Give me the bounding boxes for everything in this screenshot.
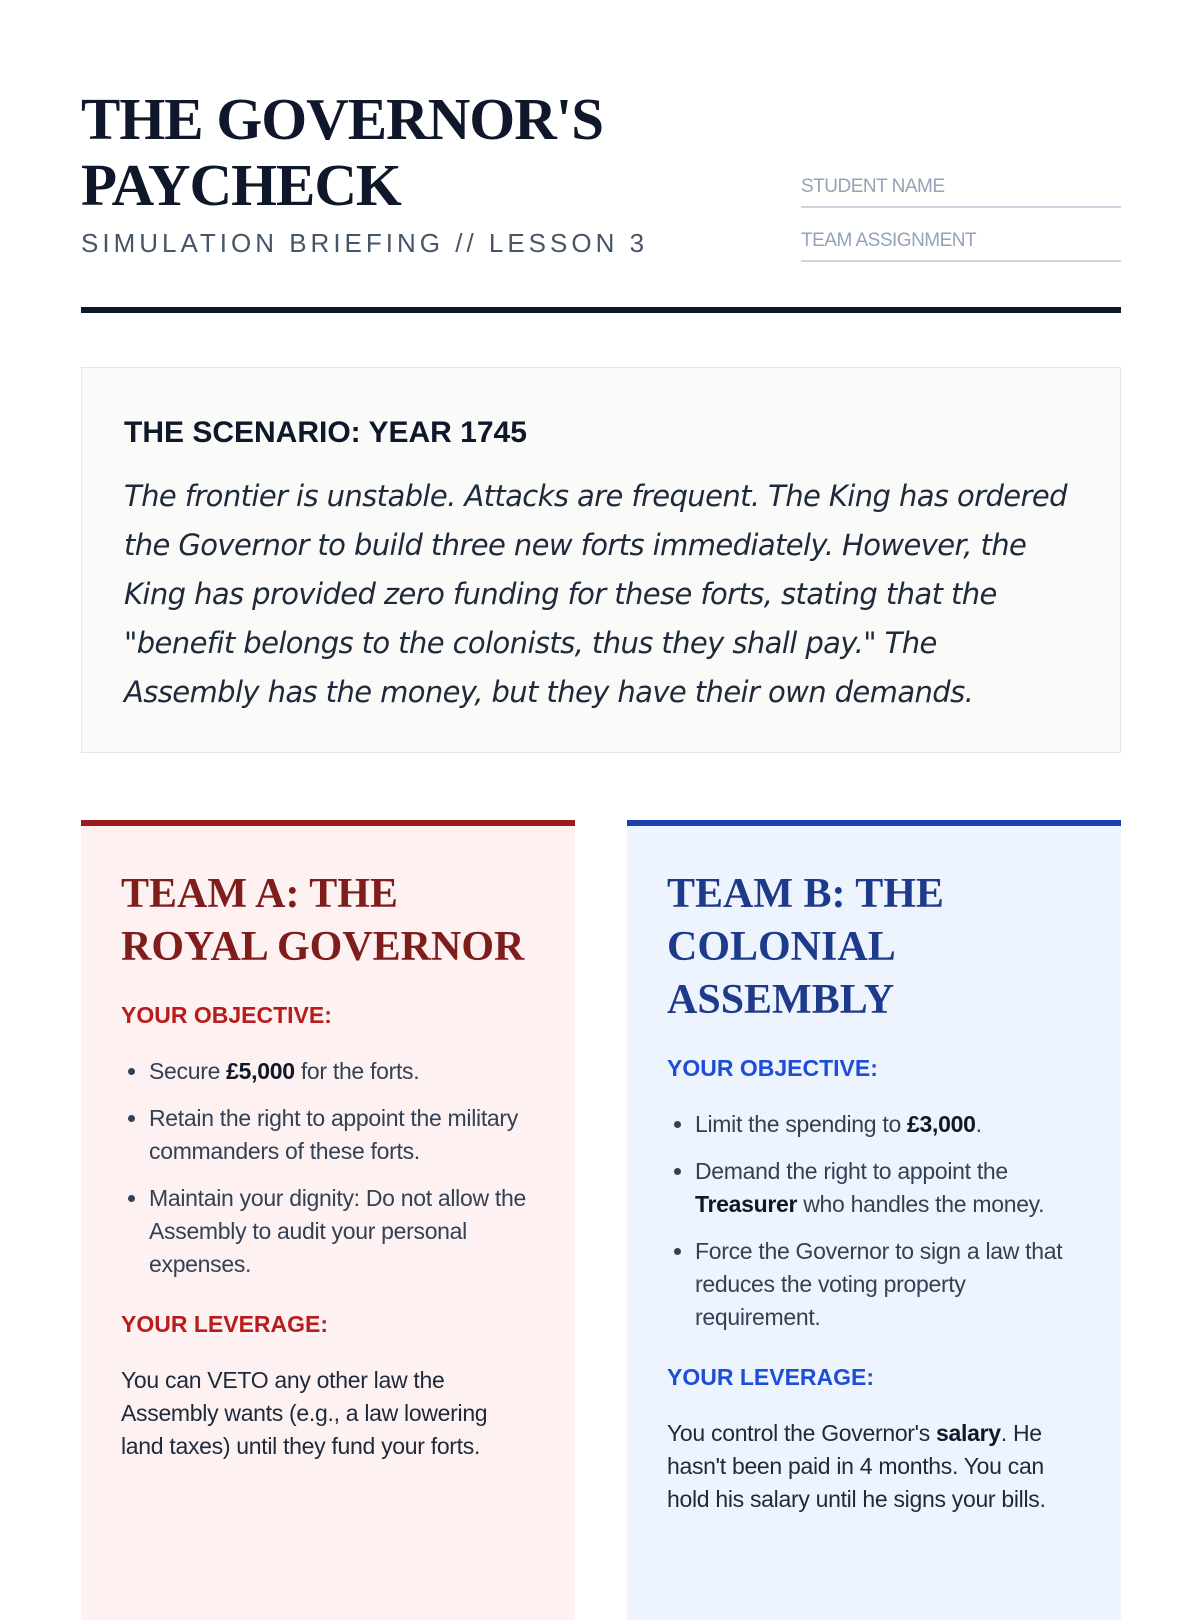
scenario-box xyxy=(81,367,1121,753)
team-b-card xyxy=(627,820,1121,1620)
scenario-title: THE SCENARIO: YEAR 1745 xyxy=(124,416,527,449)
briefing-page xyxy=(81,0,1121,1512)
list-item: • Limit the spending to £3,000. xyxy=(695,1108,1081,1141)
team-b-leverage-text: You control the Governor's salary. He hasn't been paid in 4 months. You can hold his salary until he signs your bills. xyxy=(667,1420,1046,1512)
team-a-leverage-heading: YOUR LEVERAGE: xyxy=(121,1311,329,1337)
page-title: THE GOVERNOR'S PAYCHECK xyxy=(81,86,604,218)
list-item: • Force the Governor to sign a law that reduces the voting property requirement. xyxy=(695,1235,1081,1334)
header xyxy=(81,0,1121,315)
list-item: • Maintain your dignity: Do not allow the Assembly to audit your personal expenses. xyxy=(149,1182,535,1281)
team-b-objective-heading: YOUR OBJECTIVE: xyxy=(667,1055,878,1081)
team-b-leverage-heading: YOUR LEVERAGE: xyxy=(667,1364,875,1390)
team-assignment-field[interactable]: TEAM ASSIGNMENT xyxy=(801,222,1121,262)
team-a-card xyxy=(81,820,575,1620)
list-item: • Demand the right to appoint the Treasurer who handles the money. xyxy=(695,1155,1081,1221)
page-subtitle: SIMULATION BRIEFING // LESSON 3 xyxy=(81,228,649,258)
student-name-field[interactable]: STUDENT NAME xyxy=(801,168,1121,208)
team-a-objective-heading: YOUR OBJECTIVE: xyxy=(121,1002,332,1028)
header-divider xyxy=(81,307,1121,313)
team-a-objectives xyxy=(121,1055,535,1281)
team-b-title: TEAM B: THE COLONIAL ASSEMBLY xyxy=(667,871,944,1023)
team-b-objectives xyxy=(667,1108,1081,1334)
student-fields xyxy=(801,168,1121,276)
team-a-leverage-text: You can VETO any other law the Assembly wants (e.g., a law lowering land taxes) until they fund your forts. xyxy=(121,1367,488,1459)
team-a-title: TEAM A: THE ROYAL GOVERNOR xyxy=(121,871,525,970)
list-item: • Retain the right to appoint the military commanders of these forts. xyxy=(149,1102,535,1168)
scenario-text: The frontier is unstable. Attacks are frequent. The King has ordered the Governor to build three new forts immediately. However, the King has provided zero funding for these forts, stating that the "benefit belongs to the colonists, thus they shall pay." The Assembly has the money, but they have their own demands. xyxy=(124,479,1067,709)
list-item: • Secure £5,000 for the forts. xyxy=(149,1055,535,1088)
